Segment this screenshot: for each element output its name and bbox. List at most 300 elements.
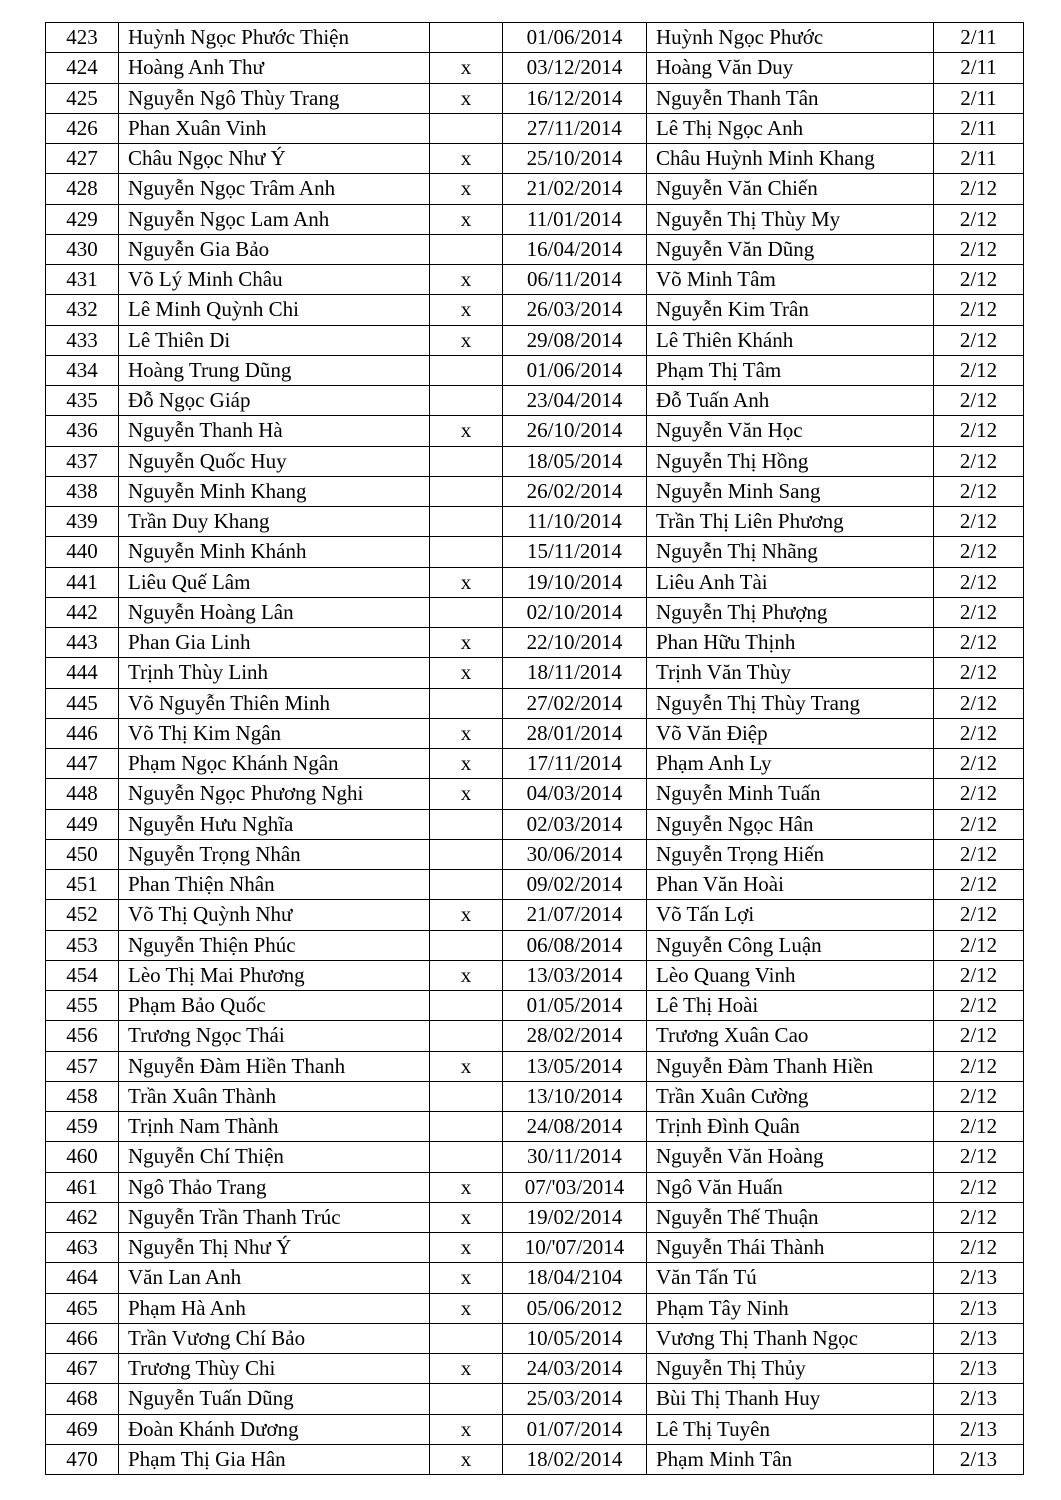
- row-number: 465: [46, 1293, 119, 1323]
- class-name: 2/13: [934, 1354, 1024, 1384]
- female-mark: [430, 355, 503, 385]
- female-mark: x: [430, 1263, 503, 1293]
- student-name: Hoàng Anh Thư: [119, 53, 430, 83]
- student-name: Nguyễn Ngọc Phương Nghi: [119, 779, 430, 809]
- class-name: 2/12: [934, 355, 1024, 385]
- table-row: [46, 1233, 1024, 1263]
- class-name: 2/12: [934, 809, 1024, 839]
- birth-date: 25/03/2014: [503, 1384, 647, 1414]
- row-number: 432: [46, 295, 119, 325]
- female-mark: x: [430, 265, 503, 295]
- female-mark: x: [430, 1444, 503, 1474]
- row-number: 466: [46, 1323, 119, 1353]
- female-mark: x: [430, 1354, 503, 1384]
- birth-date: 06/08/2014: [503, 930, 647, 960]
- table-row: [46, 628, 1024, 658]
- student-name: Trần Xuân Thành: [119, 1081, 430, 1111]
- class-name: 2/11: [934, 83, 1024, 113]
- row-number: 464: [46, 1263, 119, 1293]
- class-name: 2/12: [934, 749, 1024, 779]
- class-name: 2/12: [934, 718, 1024, 748]
- row-number: 441: [46, 567, 119, 597]
- row-number: 431: [46, 265, 119, 295]
- class-name: 2/12: [934, 507, 1024, 537]
- class-name: 2/12: [934, 234, 1024, 264]
- student-name: Võ Lý Minh Châu: [119, 265, 430, 295]
- class-name: 2/12: [934, 174, 1024, 204]
- parent-name: Nguyễn Trọng Hiến: [647, 839, 934, 869]
- student-name: Võ Thị Quỳnh Như: [119, 900, 430, 930]
- student-name: Nguyễn Tuấn Dũng: [119, 1384, 430, 1414]
- table-row: [46, 23, 1024, 53]
- birth-date: 10/'07/2014: [503, 1233, 647, 1263]
- parent-name: Lê Thiên Khánh: [647, 325, 934, 355]
- class-name: 2/12: [934, 204, 1024, 234]
- female-mark: [430, 809, 503, 839]
- student-name: Liêu Quế Lâm: [119, 567, 430, 597]
- student-name: Nguyễn Chí Thiện: [119, 1142, 430, 1172]
- table-row: [46, 1323, 1024, 1353]
- birth-date: 22/10/2014: [503, 628, 647, 658]
- row-number: 447: [46, 749, 119, 779]
- female-mark: [430, 1081, 503, 1111]
- parent-name: Nguyễn Kim Trân: [647, 295, 934, 325]
- class-name: 2/12: [934, 991, 1024, 1021]
- birth-date: 02/10/2014: [503, 597, 647, 627]
- parent-name: Trần Xuân Cường: [647, 1081, 934, 1111]
- class-name: 2/11: [934, 53, 1024, 83]
- student-name: Lèo Thị Mai Phương: [119, 960, 430, 990]
- female-mark: [430, 386, 503, 416]
- parent-name: Phạm Minh Tân: [647, 1444, 934, 1474]
- class-name: 2/12: [934, 295, 1024, 325]
- class-name: 2/13: [934, 1384, 1024, 1414]
- birth-date: 01/07/2014: [503, 1414, 647, 1444]
- table-row: [46, 1263, 1024, 1293]
- row-number: 451: [46, 870, 119, 900]
- birth-date: 18/11/2014: [503, 658, 647, 688]
- student-name: Nguyễn Minh Khánh: [119, 537, 430, 567]
- female-mark: x: [430, 174, 503, 204]
- female-mark: [430, 1112, 503, 1142]
- table-row: [46, 1021, 1024, 1051]
- parent-name: Nguyễn Công Luận: [647, 930, 934, 960]
- class-name: 2/12: [934, 1172, 1024, 1202]
- table-row: [46, 718, 1024, 748]
- student-name: Nguyễn Trần Thanh Trúc: [119, 1202, 430, 1232]
- student-name: Nguyễn Thị Như Ý: [119, 1233, 430, 1263]
- student-name: Phan Thiện Nhân: [119, 870, 430, 900]
- parent-name: Liêu Anh Tài: [647, 567, 934, 597]
- class-name: 2/12: [934, 567, 1024, 597]
- birth-date: 15/11/2014: [503, 537, 647, 567]
- parent-name: Nguyễn Văn Chiến: [647, 174, 934, 204]
- row-number: 469: [46, 1414, 119, 1444]
- parent-name: Võ Minh Tâm: [647, 265, 934, 295]
- class-name: 2/12: [934, 688, 1024, 718]
- birth-date: 27/02/2014: [503, 688, 647, 718]
- female-mark: [430, 688, 503, 718]
- parent-name: Vương Thị Thanh Ngọc: [647, 1323, 934, 1353]
- student-name: Nguyễn Quốc Huy: [119, 446, 430, 476]
- row-number: 424: [46, 53, 119, 83]
- table-row: [46, 991, 1024, 1021]
- birth-date: 19/02/2014: [503, 1202, 647, 1232]
- birth-date: 18/02/2014: [503, 1444, 647, 1474]
- table-row: [46, 658, 1024, 688]
- row-number: 449: [46, 809, 119, 839]
- parent-name: Trương Xuân Cao: [647, 1021, 934, 1051]
- student-name: Trương Thùy Chi: [119, 1354, 430, 1384]
- birth-date: 01/06/2014: [503, 355, 647, 385]
- table-row: [46, 688, 1024, 718]
- row-number: 425: [46, 83, 119, 113]
- class-name: 2/12: [934, 386, 1024, 416]
- parent-name: Nguyễn Ngọc Hân: [647, 809, 934, 839]
- class-name: 2/13: [934, 1263, 1024, 1293]
- table-row: [46, 1202, 1024, 1232]
- table-row: [46, 113, 1024, 143]
- row-number: 446: [46, 718, 119, 748]
- row-number: 453: [46, 930, 119, 960]
- student-name: Trịnh Nam Thành: [119, 1112, 430, 1142]
- table-row: [46, 900, 1024, 930]
- table-row: [46, 174, 1024, 204]
- parent-name: Nguyễn Thanh Tân: [647, 83, 934, 113]
- student-name: Trương Ngọc Thái: [119, 1021, 430, 1051]
- female-mark: x: [430, 960, 503, 990]
- student-name: Đoàn Khánh Dương: [119, 1414, 430, 1444]
- female-mark: x: [430, 1172, 503, 1202]
- class-name: 2/12: [934, 1202, 1024, 1232]
- birth-date: 26/03/2014: [503, 295, 647, 325]
- parent-name: Nguyễn Thế Thuận: [647, 1202, 934, 1232]
- parent-name: Ngô Văn Huấn: [647, 1172, 934, 1202]
- row-number: 443: [46, 628, 119, 658]
- class-name: 2/12: [934, 446, 1024, 476]
- birth-date: 27/11/2014: [503, 113, 647, 143]
- row-number: 427: [46, 144, 119, 174]
- female-mark: [430, 597, 503, 627]
- table-row: [46, 809, 1024, 839]
- row-number: 452: [46, 900, 119, 930]
- row-number: 437: [46, 446, 119, 476]
- class-name: 2/11: [934, 144, 1024, 174]
- student-name: Nguyễn Gia Bảo: [119, 234, 430, 264]
- row-number: 436: [46, 416, 119, 446]
- birth-date: 04/03/2014: [503, 779, 647, 809]
- birth-date: 17/11/2014: [503, 749, 647, 779]
- student-name: Phạm Hà Anh: [119, 1293, 430, 1323]
- parent-name: Văn Tấn Tú: [647, 1263, 934, 1293]
- female-mark: [430, 930, 503, 960]
- table-row: [46, 597, 1024, 627]
- parent-name: Châu Huỳnh Minh Khang: [647, 144, 934, 174]
- class-name: 2/11: [934, 113, 1024, 143]
- student-name: Võ Nguyễn Thiên Minh: [119, 688, 430, 718]
- student-name: Nguyễn Hoàng Lân: [119, 597, 430, 627]
- female-mark: x: [430, 567, 503, 597]
- student-name: Phạm Bảo Quốc: [119, 991, 430, 1021]
- parent-name: Nguyễn Thị Nhãng: [647, 537, 934, 567]
- birth-date: 13/10/2014: [503, 1081, 647, 1111]
- row-number: 430: [46, 234, 119, 264]
- student-name: Văn Lan Anh: [119, 1263, 430, 1293]
- parent-name: Nguyễn Thị Thùy My: [647, 204, 934, 234]
- class-name: 2/12: [934, 839, 1024, 869]
- birth-date: 11/01/2014: [503, 204, 647, 234]
- birth-date: 03/12/2014: [503, 53, 647, 83]
- row-number: 470: [46, 1444, 119, 1474]
- birth-date: 21/02/2014: [503, 174, 647, 204]
- student-name: Phan Xuân Vinh: [119, 113, 430, 143]
- parent-name: Phạm Tây Ninh: [647, 1293, 934, 1323]
- birth-date: 19/10/2014: [503, 567, 647, 597]
- birth-date: 26/10/2014: [503, 416, 647, 446]
- birth-date: 07/'03/2014: [503, 1172, 647, 1202]
- female-mark: x: [430, 204, 503, 234]
- parent-name: Nguyễn Minh Tuấn: [647, 779, 934, 809]
- female-mark: [430, 1323, 503, 1353]
- class-name: 2/13: [934, 1414, 1024, 1444]
- female-mark: x: [430, 83, 503, 113]
- student-name: Trần Vương Chí Bảo: [119, 1323, 430, 1353]
- class-name: 2/11: [934, 23, 1024, 53]
- birth-date: 11/10/2014: [503, 507, 647, 537]
- class-name: 2/12: [934, 416, 1024, 446]
- birth-date: 01/05/2014: [503, 991, 647, 1021]
- student-name: Nguyễn Trọng Nhân: [119, 839, 430, 869]
- row-number: 442: [46, 597, 119, 627]
- parent-name: Bùi Thị Thanh Huy: [647, 1384, 934, 1414]
- row-number: 450: [46, 839, 119, 869]
- student-name: Lê Thiên Di: [119, 325, 430, 355]
- row-number: 455: [46, 991, 119, 1021]
- female-mark: [430, 234, 503, 264]
- female-mark: [430, 1142, 503, 1172]
- student-name: Đỗ Ngọc Giáp: [119, 386, 430, 416]
- row-number: 460: [46, 1142, 119, 1172]
- birth-date: 10/05/2014: [503, 1323, 647, 1353]
- birth-date: 26/02/2014: [503, 476, 647, 506]
- female-mark: [430, 537, 503, 567]
- class-name: 2/12: [934, 960, 1024, 990]
- student-table: [45, 22, 1024, 1475]
- table-row: [46, 355, 1024, 385]
- class-name: 2/13: [934, 1323, 1024, 1353]
- student-name: Nguyễn Hưu Nghĩa: [119, 809, 430, 839]
- female-mark: x: [430, 628, 503, 658]
- class-name: 2/12: [934, 325, 1024, 355]
- table-row: [46, 234, 1024, 264]
- birth-date: 23/04/2014: [503, 386, 647, 416]
- student-name: Phạm Ngọc Khánh Ngân: [119, 749, 430, 779]
- birth-date: 24/08/2014: [503, 1112, 647, 1142]
- female-mark: x: [430, 144, 503, 174]
- birth-date: 13/05/2014: [503, 1051, 647, 1081]
- table-row: [46, 1112, 1024, 1142]
- birth-date: 18/05/2014: [503, 446, 647, 476]
- parent-name: Nguyễn Thị Thùy Trang: [647, 688, 934, 718]
- table-row: [46, 53, 1024, 83]
- parent-name: Võ Tấn Lợi: [647, 900, 934, 930]
- female-mark: x: [430, 658, 503, 688]
- female-mark: [430, 1384, 503, 1414]
- female-mark: [430, 446, 503, 476]
- female-mark: x: [430, 325, 503, 355]
- parent-name: Võ Văn Điệp: [647, 718, 934, 748]
- class-name: 2/12: [934, 870, 1024, 900]
- female-mark: [430, 991, 503, 1021]
- table-row: [46, 1051, 1024, 1081]
- table-row: [46, 386, 1024, 416]
- table-row: [46, 779, 1024, 809]
- parent-name: Nguyễn Thị Hồng: [647, 446, 934, 476]
- row-number: 433: [46, 325, 119, 355]
- birth-date: 16/04/2014: [503, 234, 647, 264]
- birth-date: 13/03/2014: [503, 960, 647, 990]
- female-mark: x: [430, 1293, 503, 1323]
- student-name: Nguyễn Ngọc Lam Anh: [119, 204, 430, 234]
- parent-name: Nguyễn Thị Thủy: [647, 1354, 934, 1384]
- birth-date: 28/02/2014: [503, 1021, 647, 1051]
- table-row: [46, 416, 1024, 446]
- parent-name: Phan Văn Hoài: [647, 870, 934, 900]
- student-name: Nguyễn Ngô Thùy Trang: [119, 83, 430, 113]
- student-name: Nguyễn Thiện Phúc: [119, 930, 430, 960]
- parent-name: Đỗ Tuấn Anh: [647, 386, 934, 416]
- parent-name: Nguyễn Đàm Thanh Hiền: [647, 1051, 934, 1081]
- table-row: [46, 325, 1024, 355]
- parent-name: Nguyễn Văn Học: [647, 416, 934, 446]
- table-row: [46, 839, 1024, 869]
- table-row: [46, 960, 1024, 990]
- table-row: [46, 476, 1024, 506]
- student-name: Trần Duy Khang: [119, 507, 430, 537]
- parent-name: Lê Thị Ngọc Anh: [647, 113, 934, 143]
- class-name: 2/13: [934, 1444, 1024, 1474]
- table-row: [46, 1142, 1024, 1172]
- class-name: 2/12: [934, 597, 1024, 627]
- row-number: 444: [46, 658, 119, 688]
- student-name: Võ Thị Kim Ngân: [119, 718, 430, 748]
- parent-name: Trần Thị Liên Phương: [647, 507, 934, 537]
- birth-date: 01/06/2014: [503, 23, 647, 53]
- row-number: 467: [46, 1354, 119, 1384]
- female-mark: x: [430, 749, 503, 779]
- female-mark: x: [430, 1051, 503, 1081]
- parent-name: Phan Hữu Thịnh: [647, 628, 934, 658]
- parent-name: Nguyễn Thái Thành: [647, 1233, 934, 1263]
- class-name: 2/12: [934, 1051, 1024, 1081]
- class-name: 2/12: [934, 1142, 1024, 1172]
- row-number: 468: [46, 1384, 119, 1414]
- female-mark: x: [430, 1414, 503, 1444]
- row-number: 445: [46, 688, 119, 718]
- birth-date: 25/10/2014: [503, 144, 647, 174]
- row-number: 457: [46, 1051, 119, 1081]
- table-row: [46, 265, 1024, 295]
- student-name: Huỳnh Ngọc Phước Thiện: [119, 23, 430, 53]
- class-name: 2/12: [934, 265, 1024, 295]
- parent-name: Lèo Quang Vinh: [647, 960, 934, 990]
- birth-date: 16/12/2014: [503, 83, 647, 113]
- parent-name: Nguyễn Thị Phượng: [647, 597, 934, 627]
- parent-name: Nguyễn Văn Hoàng: [647, 1142, 934, 1172]
- class-name: 2/12: [934, 1233, 1024, 1263]
- parent-name: Lê Thị Hoài: [647, 991, 934, 1021]
- student-name: Trịnh Thùy Linh: [119, 658, 430, 688]
- table-row: [46, 870, 1024, 900]
- student-name: Phạm Thị Gia Hân: [119, 1444, 430, 1474]
- birth-date: 30/11/2014: [503, 1142, 647, 1172]
- birth-date: 21/07/2014: [503, 900, 647, 930]
- row-number: 458: [46, 1081, 119, 1111]
- table-row: [46, 1354, 1024, 1384]
- birth-date: 06/11/2014: [503, 265, 647, 295]
- row-number: 429: [46, 204, 119, 234]
- class-name: 2/12: [934, 930, 1024, 960]
- birth-date: 29/08/2014: [503, 325, 647, 355]
- row-number: 434: [46, 355, 119, 385]
- table-row: [46, 1444, 1024, 1474]
- table-row: [46, 1293, 1024, 1323]
- row-number: 435: [46, 386, 119, 416]
- table-row: [46, 930, 1024, 960]
- class-name: 2/12: [934, 1021, 1024, 1051]
- female-mark: [430, 113, 503, 143]
- birth-date: 09/02/2014: [503, 870, 647, 900]
- birth-date: 30/06/2014: [503, 839, 647, 869]
- table-row: [46, 1414, 1024, 1444]
- table-row: [46, 1172, 1024, 1202]
- class-name: 2/12: [934, 779, 1024, 809]
- female-mark: [430, 507, 503, 537]
- class-name: 2/12: [934, 658, 1024, 688]
- birth-date: 18/04/2104: [503, 1263, 647, 1293]
- female-mark: x: [430, 1233, 503, 1263]
- table-row: [46, 1384, 1024, 1414]
- female-mark: x: [430, 900, 503, 930]
- row-number: 462: [46, 1202, 119, 1232]
- female-mark: [430, 839, 503, 869]
- row-number: 456: [46, 1021, 119, 1051]
- student-name: Phan Gia Linh: [119, 628, 430, 658]
- class-name: 2/12: [934, 537, 1024, 567]
- class-name: 2/12: [934, 1112, 1024, 1142]
- row-number: 426: [46, 113, 119, 143]
- parent-name: Phạm Anh Ly: [647, 749, 934, 779]
- birth-date: 28/01/2014: [503, 718, 647, 748]
- parent-name: Lê Thị Tuyên: [647, 1414, 934, 1444]
- row-number: 438: [46, 476, 119, 506]
- row-number: 459: [46, 1112, 119, 1142]
- parent-name: Trịnh Văn Thùy: [647, 658, 934, 688]
- female-mark: [430, 1021, 503, 1051]
- parent-name: Huỳnh Ngọc Phước: [647, 23, 934, 53]
- student-name: Nguyễn Thanh Hà: [119, 416, 430, 446]
- female-mark: x: [430, 295, 503, 325]
- class-name: 2/12: [934, 900, 1024, 930]
- female-mark: [430, 476, 503, 506]
- parent-name: Trịnh Đình Quân: [647, 1112, 934, 1142]
- row-number: 463: [46, 1233, 119, 1263]
- student-name: Nguyễn Ngọc Trâm Anh: [119, 174, 430, 204]
- table-row: [46, 83, 1024, 113]
- female-mark: x: [430, 53, 503, 83]
- class-name: 2/12: [934, 628, 1024, 658]
- row-number: 454: [46, 960, 119, 990]
